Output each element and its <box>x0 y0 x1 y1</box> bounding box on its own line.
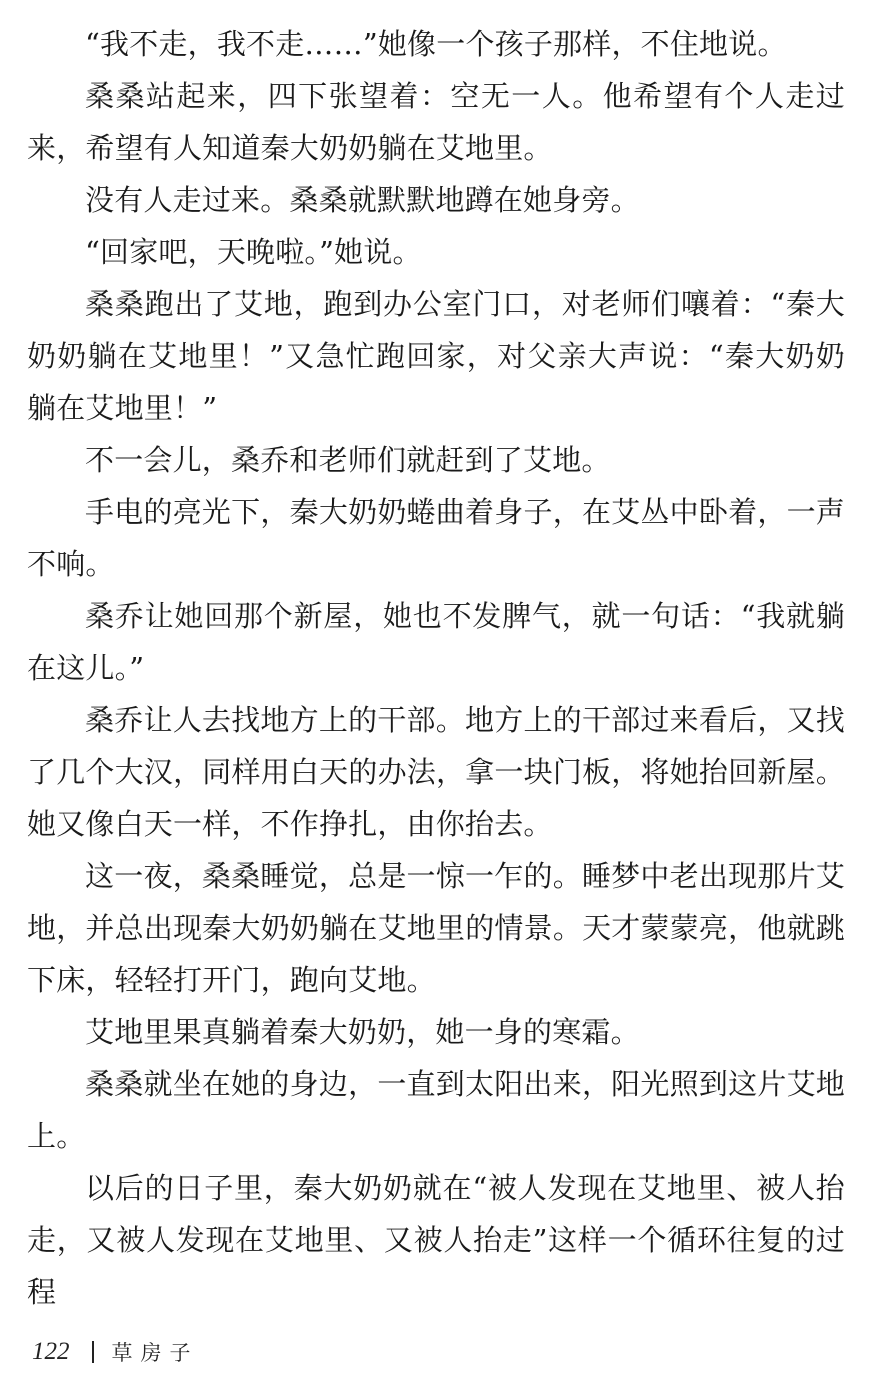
page-body <box>27 18 845 1318</box>
page-footer <box>32 1334 199 1370</box>
paragraph-13: 以后的日子里，秦大奶奶就在“被人发现在艾地里、被人抬走，又被人发现在艾地里、又被人抬走”这样一个循环往复的过程 <box>27 1171 845 1309</box>
paragraph-5: 桑桑跑出了艾地，跑到办公室门口，对老师们嚷着：“秦大奶奶躺在艾地里！”又急忙跑回家，对父亲大声说：“秦大奶奶躺在艾地里！” <box>27 287 845 425</box>
page-number: 122 <box>32 1338 70 1365</box>
paragraph-7: 手电的亮光下，秦大奶奶蜷曲着身子，在艾丛中卧着，一声不响。 <box>27 495 845 581</box>
paragraph-8: 桑乔让她回那个新屋，她也不发脾气，就一句话：“我就躺在这儿。” <box>27 599 845 685</box>
paragraph-2: 桑桑站起来，四下张望着：空无一人。他希望有个人走过来，希望有人知道秦大奶奶躺在艾地里。 <box>27 79 845 165</box>
footer-divider <box>92 1341 94 1363</box>
book-title: 草房子 <box>111 1341 199 1365</box>
paragraph-6: 不一会儿，桑乔和老师们就赶到了艾地。 <box>85 443 611 477</box>
paragraph-4: “回家吧，天晚啦。”她说。 <box>85 235 422 269</box>
paragraph-9: 桑乔让人去找地方上的干部。地方上的干部过来看后，又找了几个大汉，同样用白天的办法，拿一块门板，将她抬回新屋。她又像白天一样，不作挣扎，由你抬去。 <box>27 703 845 841</box>
paragraph-1: “我不走，我不走……”她像一个孩子那样，不住地说。 <box>85 27 787 61</box>
paragraph-3: 没有人走过来。桑桑就默默地蹲在她身旁。 <box>85 183 640 217</box>
paragraph-12: 桑桑就坐在她的身边，一直到太阳出来，阳光照到这片艾地上。 <box>27 1067 845 1153</box>
paragraph-11: 艾地里果真躺着秦大奶奶，她一身的寒霜。 <box>85 1015 640 1049</box>
paragraph-10: 这一夜，桑桑睡觉，总是一惊一乍的。睡梦中老出现那片艾地，并总出现秦大奶奶躺在艾地里的情景。天才蒙蒙亮，他就跳下床，轻轻打开门，跑向艾地。 <box>27 859 845 997</box>
